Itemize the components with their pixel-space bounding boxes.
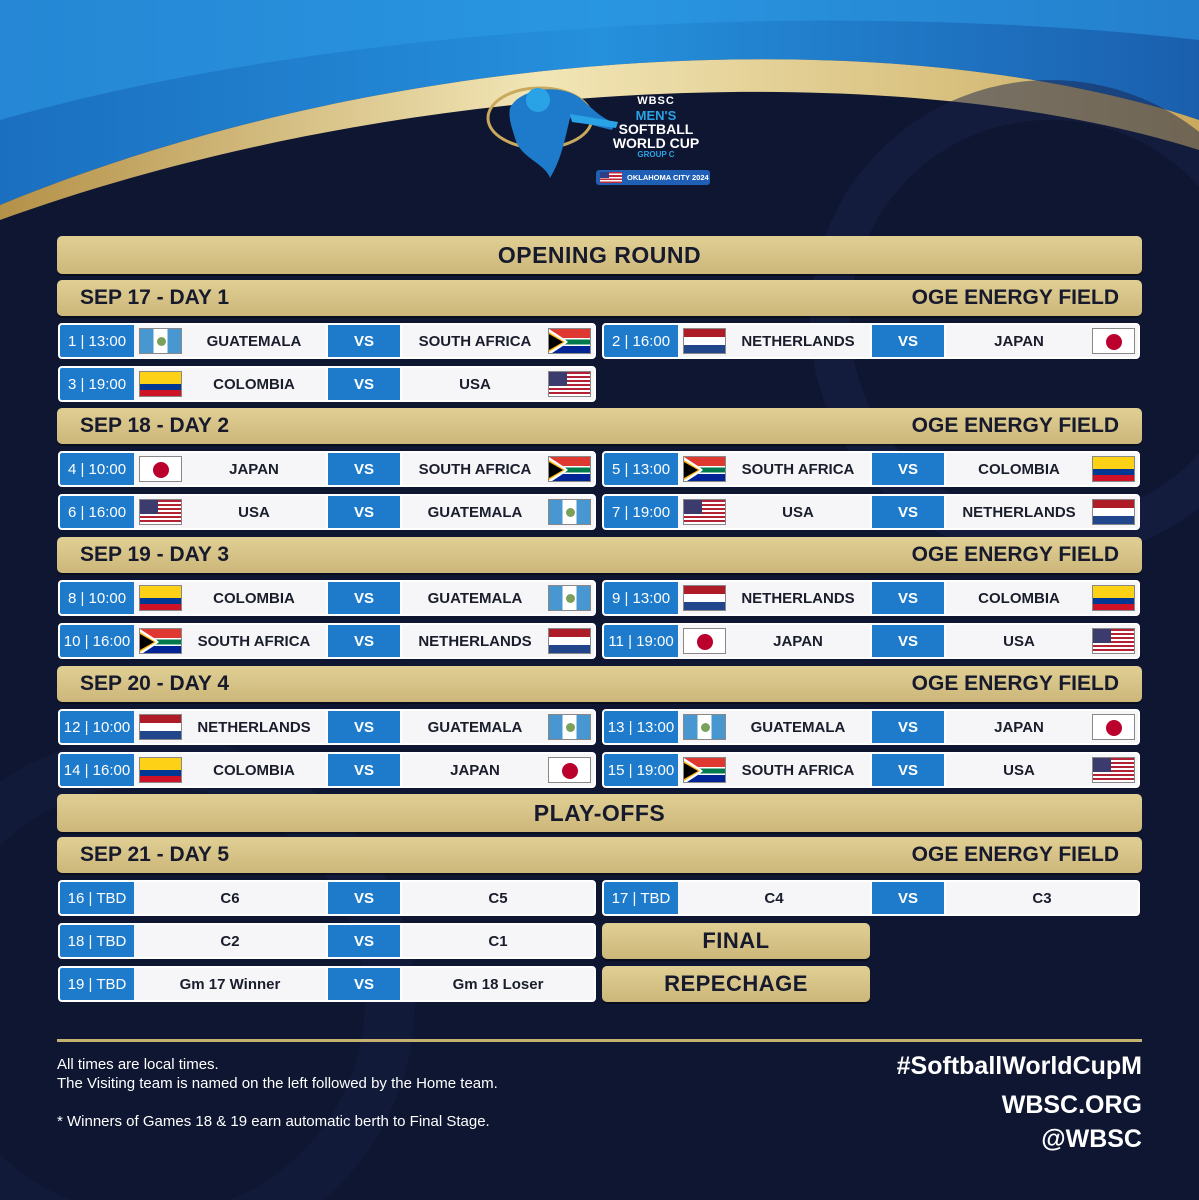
visiting-team — [134, 582, 326, 614]
game-number-time: 7 | 19:00 — [604, 496, 678, 528]
home-team-name: C5 — [488, 889, 508, 907]
visiting-team — [678, 754, 870, 786]
vs-label: VS — [326, 368, 402, 400]
game-row — [602, 752, 1140, 788]
game-row — [602, 323, 1140, 359]
vs-label: VS — [870, 754, 946, 786]
home-team — [946, 754, 1138, 786]
japan-flag-icon — [1092, 328, 1135, 354]
day-venue: OGE ENERGY FIELD — [911, 414, 1119, 437]
usa-flag-icon — [139, 499, 182, 525]
visiting-team — [134, 882, 326, 914]
day-header-1 — [57, 280, 1142, 316]
vs-label: VS — [326, 625, 402, 657]
home-team-name: JAPAN — [450, 761, 500, 779]
japan-flag-icon — [1092, 714, 1135, 740]
vs-label: VS — [870, 625, 946, 657]
south-africa-flag-icon — [548, 328, 591, 354]
note-berth: * Winners of Games 18 & 19 earn automatic berth to Final Stage. — [57, 1113, 490, 1130]
logo-group: GROUP C — [637, 150, 675, 159]
home-team — [946, 582, 1138, 614]
usa-flag-icon — [1092, 757, 1135, 783]
japan-flag-icon — [548, 757, 591, 783]
visiting-team — [134, 453, 326, 485]
visiting-team — [678, 711, 870, 743]
day-venue: OGE ENERGY FIELD — [911, 543, 1119, 566]
vs-label: VS — [870, 582, 946, 614]
playoffs-banner — [57, 794, 1142, 832]
home-team-name: GUATEMALA — [427, 718, 523, 736]
home-team — [402, 754, 594, 786]
home-team-name: NETHERLANDS — [418, 632, 532, 650]
home-team-name: COLOMBIA — [978, 460, 1060, 478]
playoffs-title: PLAY-OFFS — [533, 799, 666, 826]
visiting-team-name: USA — [238, 503, 270, 521]
home-team-name: JAPAN — [994, 332, 1044, 350]
logo-line1: MEN'S — [635, 108, 677, 123]
visiting-team — [134, 925, 326, 957]
game-number-time: 15 | 19:00 — [604, 754, 678, 786]
day-title: SEP 21 - DAY 5 — [80, 843, 230, 866]
visiting-team — [678, 582, 870, 614]
visiting-team-name: C2 — [220, 932, 240, 950]
colombia-flag-icon — [139, 585, 182, 611]
day-title: SEP 18 - DAY 2 — [80, 414, 230, 437]
home-team — [402, 882, 594, 914]
game-row — [58, 709, 596, 745]
logo-badge-text: OKLAHOMA CITY 2024 — [627, 173, 709, 182]
usa-flag-icon — [1092, 628, 1135, 654]
game-number-time: 2 | 16:00 — [604, 325, 678, 357]
home-team — [402, 711, 594, 743]
game-number-time: 9 | 13:00 — [604, 582, 678, 614]
guatemala-flag-icon — [139, 328, 182, 354]
game-row — [58, 880, 596, 916]
colombia-flag-icon — [139, 757, 182, 783]
home-team — [402, 453, 594, 485]
visiting-team — [134, 496, 326, 528]
game-row — [602, 580, 1140, 616]
visiting-team-name: SOUTH AFRICA — [197, 632, 311, 650]
note-visiting-team: The Visiting team is named on the left followed by the Home team. — [57, 1075, 498, 1092]
home-team-name: JAPAN — [994, 718, 1044, 736]
vs-label: VS — [870, 496, 946, 528]
south-africa-flag-icon — [139, 628, 182, 654]
social-handle[interactable]: @WBSC — [1041, 1125, 1142, 1153]
home-team — [946, 453, 1138, 485]
vs-label: VS — [870, 711, 946, 743]
game-row — [58, 494, 596, 530]
south-africa-flag-icon — [683, 456, 726, 482]
netherlands-flag-icon — [683, 328, 726, 354]
colombia-flag-icon — [1092, 456, 1135, 482]
vs-label: VS — [326, 711, 402, 743]
visiting-team-name: NETHERLANDS — [197, 718, 311, 736]
day-title: SEP 19 - DAY 3 — [80, 543, 230, 566]
website-link[interactable]: WBSC.ORG — [1001, 1091, 1142, 1119]
game-row — [58, 323, 596, 359]
netherlands-flag-icon — [683, 585, 726, 611]
game-number-time: 8 | 10:00 — [60, 582, 134, 614]
visiting-team — [134, 625, 326, 657]
game-number-time: 3 | 19:00 — [60, 368, 134, 400]
japan-flag-icon — [139, 456, 182, 482]
footer-divider — [57, 1039, 1142, 1042]
home-team — [402, 368, 594, 400]
game-row — [602, 623, 1140, 659]
visiting-team — [678, 453, 870, 485]
home-team-name: USA — [459, 375, 491, 393]
home-team-name: Gm 18 Loser — [452, 975, 544, 993]
game-number-time: 11 | 19:00 — [604, 625, 678, 657]
note-local-times: All times are local times. — [57, 1056, 219, 1073]
visiting-team-name: NETHERLANDS — [741, 589, 855, 607]
visiting-team — [678, 496, 870, 528]
home-team — [402, 625, 594, 657]
visiting-team — [134, 968, 326, 1000]
visiting-team-name: NETHERLANDS — [741, 332, 855, 350]
game-number-time: 10 | 16:00 — [60, 625, 134, 657]
day-venue: OGE ENERGY FIELD — [911, 286, 1119, 309]
home-team-name: NETHERLANDS — [962, 503, 1076, 521]
game-row — [602, 494, 1140, 530]
visiting-team-name: GUATEMALA — [750, 718, 846, 736]
game-row — [58, 451, 596, 487]
game-row — [602, 451, 1140, 487]
home-team — [946, 882, 1138, 914]
final-label: FINAL — [702, 928, 770, 953]
day-header-5 — [57, 837, 1142, 873]
visiting-team-name: COLOMBIA — [213, 761, 295, 779]
logo-line2: SOFTBALL — [618, 121, 694, 137]
game-number-time: 13 | 13:00 — [604, 711, 678, 743]
visiting-team — [678, 625, 870, 657]
visiting-team-name: JAPAN — [229, 460, 279, 478]
south-africa-flag-icon — [683, 757, 726, 783]
game-number-time: 19 | TBD — [60, 968, 134, 1000]
home-team-name: USA — [1003, 632, 1035, 650]
footer-notes — [57, 1055, 498, 1131]
repechage-label-box — [602, 966, 870, 1002]
game-number-time: 4 | 10:00 — [60, 453, 134, 485]
home-team — [946, 625, 1138, 657]
visiting-team-name: Gm 17 Winner — [179, 975, 281, 993]
vs-label: VS — [326, 925, 402, 957]
vs-label: VS — [870, 882, 946, 914]
vs-label: VS — [326, 968, 402, 1000]
home-team — [402, 325, 594, 357]
final-label-box — [602, 923, 870, 959]
home-team — [402, 925, 594, 957]
visiting-team — [678, 882, 870, 914]
usa-flag-icon — [600, 172, 622, 183]
visiting-team-name: JAPAN — [773, 632, 823, 650]
guatemala-flag-icon — [683, 714, 726, 740]
tournament-logo-text — [596, 96, 716, 159]
netherlands-flag-icon — [1092, 499, 1135, 525]
visiting-team-name: COLOMBIA — [213, 589, 295, 607]
game-row — [602, 880, 1140, 916]
day-header-3 — [57, 537, 1142, 573]
home-team — [402, 496, 594, 528]
home-team — [946, 711, 1138, 743]
game-row — [58, 923, 596, 959]
vs-label: VS — [870, 453, 946, 485]
home-team-name: C3 — [1032, 889, 1052, 907]
vs-label: VS — [870, 325, 946, 357]
day-header-4 — [57, 666, 1142, 702]
opening-round-banner — [57, 236, 1142, 274]
visiting-team-name: SOUTH AFRICA — [741, 761, 855, 779]
game-number-time: 17 | TBD — [604, 882, 678, 914]
game-number-time: 6 | 16:00 — [60, 496, 134, 528]
visiting-team — [134, 711, 326, 743]
logo-location-badge — [596, 170, 710, 185]
home-team — [402, 582, 594, 614]
day-title: SEP 20 - DAY 4 — [80, 672, 230, 695]
day-header-2 — [57, 408, 1142, 444]
day-title: SEP 17 - DAY 1 — [80, 286, 230, 309]
usa-flag-icon — [548, 371, 591, 397]
home-team-name: SOUTH AFRICA — [418, 460, 532, 478]
game-row — [58, 623, 596, 659]
colombia-flag-icon — [139, 371, 182, 397]
game-row — [58, 580, 596, 616]
vs-label: VS — [326, 754, 402, 786]
logo-org: WBSC — [637, 95, 675, 107]
visiting-team-name: C6 — [220, 889, 240, 907]
hashtag: #SoftballWorldCupM — [896, 1052, 1142, 1080]
netherlands-flag-icon — [548, 628, 591, 654]
usa-flag-icon — [683, 499, 726, 525]
game-row — [58, 752, 596, 788]
home-team-name: SOUTH AFRICA — [418, 332, 532, 350]
visiting-team — [134, 368, 326, 400]
game-number-time: 18 | TBD — [60, 925, 134, 957]
repechage-label: REPECHAGE — [664, 971, 808, 996]
logo-line3: WORLD CUP — [612, 135, 700, 151]
vs-label: VS — [326, 325, 402, 357]
visiting-team-name: COLOMBIA — [213, 375, 295, 393]
japan-flag-icon — [683, 628, 726, 654]
visiting-team-name: C4 — [764, 889, 784, 907]
netherlands-flag-icon — [139, 714, 182, 740]
visiting-team-name: SOUTH AFRICA — [741, 460, 855, 478]
vs-label: VS — [326, 453, 402, 485]
guatemala-flag-icon — [548, 585, 591, 611]
home-team-name: USA — [1003, 761, 1035, 779]
visiting-team-name: GUATEMALA — [206, 332, 302, 350]
visiting-team — [134, 754, 326, 786]
guatemala-flag-icon — [548, 714, 591, 740]
vs-label: VS — [326, 582, 402, 614]
game-number-time: 16 | TBD — [60, 882, 134, 914]
home-team — [946, 496, 1138, 528]
guatemala-flag-icon — [548, 499, 591, 525]
visiting-team — [678, 325, 870, 357]
game-number-time: 1 | 13:00 — [60, 325, 134, 357]
home-team-name: GUATEMALA — [427, 589, 523, 607]
game-row — [58, 966, 596, 1002]
home-team — [946, 325, 1138, 357]
home-team-name: GUATEMALA — [427, 503, 523, 521]
game-number-time: 14 | 16:00 — [60, 754, 134, 786]
home-team — [402, 968, 594, 1000]
game-number-time: 12 | 10:00 — [60, 711, 134, 743]
game-number-time: 5 | 13:00 — [604, 453, 678, 485]
visiting-team — [134, 325, 326, 357]
colombia-flag-icon — [1092, 585, 1135, 611]
game-row — [58, 366, 596, 402]
opening-round-title: OPENING ROUND — [497, 241, 702, 268]
game-row — [602, 709, 1140, 745]
south-africa-flag-icon — [548, 456, 591, 482]
day-venue: OGE ENERGY FIELD — [911, 672, 1119, 695]
home-team-name: COLOMBIA — [978, 589, 1060, 607]
vs-label: VS — [326, 496, 402, 528]
footer-links — [897, 1052, 1142, 1154]
home-team-name: C1 — [488, 932, 508, 950]
vs-label: VS — [326, 882, 402, 914]
day-venue: OGE ENERGY FIELD — [911, 843, 1119, 866]
visiting-team-name: USA — [782, 503, 814, 521]
